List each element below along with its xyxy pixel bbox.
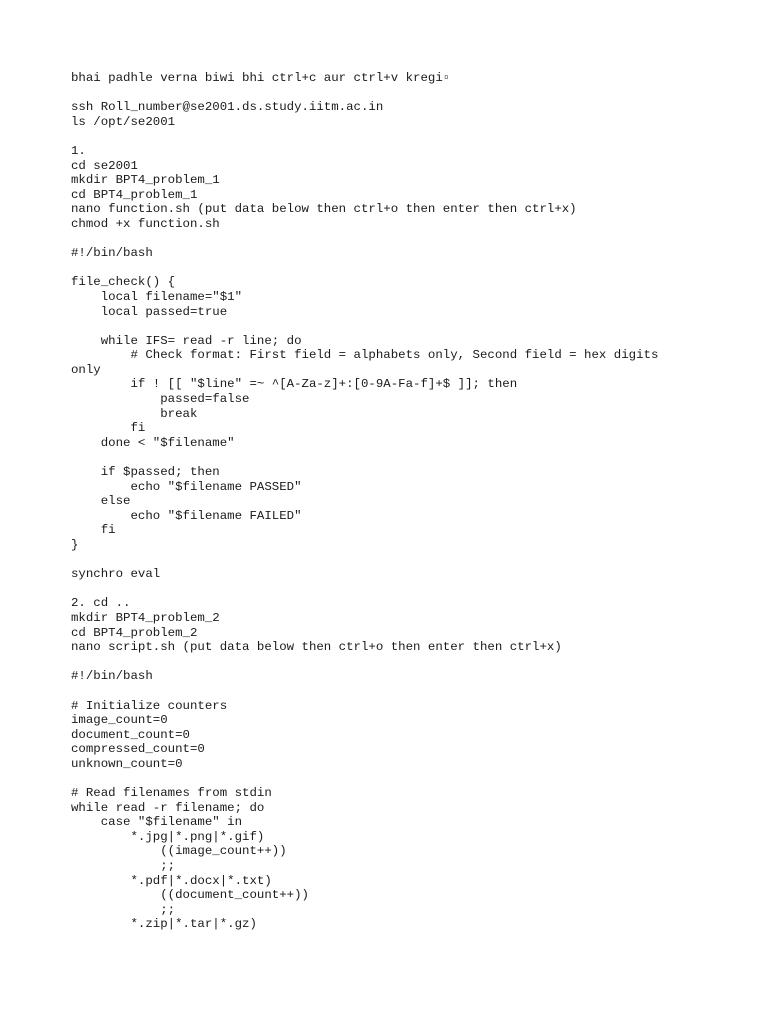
text-line	[71, 261, 711, 276]
text-line	[71, 772, 711, 787]
document-text	[71, 71, 711, 932]
text-line: # Read filenames from stdin	[71, 786, 272, 801]
text-line	[71, 450, 711, 465]
text-line: ((document_count++))	[71, 888, 309, 903]
text-line: #!/bin/bash	[71, 246, 153, 261]
text-line: local filename="$1"	[71, 289, 243, 304]
text-line: local passed=true	[71, 304, 228, 319]
text-line: if ! [[ "$line" =~ ^[A-Za-z]+:[0-9A-Fa-f]+$ ]]; then	[71, 377, 518, 392]
text-line: bhai padhle verna biwi bhi ctrl+c aur ctrl+v kregi▫	[71, 71, 451, 85]
text-line	[71, 582, 711, 597]
text-line: chmod +x function.sh	[71, 216, 220, 231]
text-line: done < "$filename"	[71, 435, 235, 450]
text-line: 2. cd ..	[71, 596, 131, 611]
text-line: cd se2001	[71, 158, 138, 173]
text-line: ((image_count++))	[71, 844, 287, 859]
text-line: *.pdf|*.docx|*.txt)	[71, 873, 272, 888]
text-line: cd BPT4_problem_1	[71, 187, 198, 202]
text-line: ;;	[71, 859, 176, 874]
text-line: #!/bin/bash	[71, 669, 153, 684]
text-line: if $passed; then	[71, 465, 220, 480]
text-line: fi	[71, 421, 146, 436]
text-line	[71, 86, 711, 101]
text-line: unknown_count=0	[71, 756, 183, 771]
text-line: *.jpg|*.png|*.gif)	[71, 829, 265, 844]
text-line: mkdir BPT4_problem_1	[71, 173, 220, 188]
text-line: echo "$filename FAILED"	[71, 508, 302, 523]
text-line: synchro eval	[71, 567, 161, 582]
text-line: image_count=0	[71, 713, 168, 728]
text-line: echo "$filename PASSED"	[71, 479, 302, 494]
text-line: mkdir BPT4_problem_2	[71, 610, 220, 625]
text-line: file_check() {	[71, 275, 176, 290]
text-line: cd BPT4_problem_2	[71, 625, 198, 640]
text-line	[71, 232, 711, 247]
text-line: case "$filename" in	[71, 815, 243, 830]
text-line: else	[71, 494, 131, 509]
text-line: ssh Roll_number@se2001.ds.study.iitm.ac.in	[71, 100, 384, 115]
text-line	[71, 553, 711, 568]
text-line	[71, 684, 711, 699]
text-line: document_count=0	[71, 727, 190, 742]
text-line: passed=false	[71, 392, 250, 407]
text-line: ;;	[71, 902, 176, 917]
text-line: only	[71, 362, 101, 377]
text-line: ls /opt/se2001	[71, 114, 176, 129]
text-line: fi	[71, 523, 116, 538]
text-line: # Check format: First field = alphabets only, Second field = hex digits	[71, 348, 659, 363]
text-line: compressed_count=0	[71, 742, 205, 757]
text-line	[71, 319, 711, 334]
text-line: }	[71, 538, 79, 552]
text-line: break	[71, 406, 198, 421]
text-line: nano function.sh (put data below then ctrl+o then enter then ctrl+x)	[71, 202, 577, 217]
text-line	[71, 655, 711, 670]
text-line: while IFS= read -r line; do	[71, 333, 302, 348]
text-line: # Initialize counters	[71, 698, 228, 713]
text-line: 1.	[71, 143, 86, 158]
text-line	[71, 129, 711, 144]
text-line: while read -r filename; do	[71, 800, 265, 815]
text-line: *.zip|*.tar|*.gz)	[71, 917, 257, 932]
text-line: nano script.sh (put data below then ctrl+o then enter then ctrl+x)	[71, 640, 562, 655]
